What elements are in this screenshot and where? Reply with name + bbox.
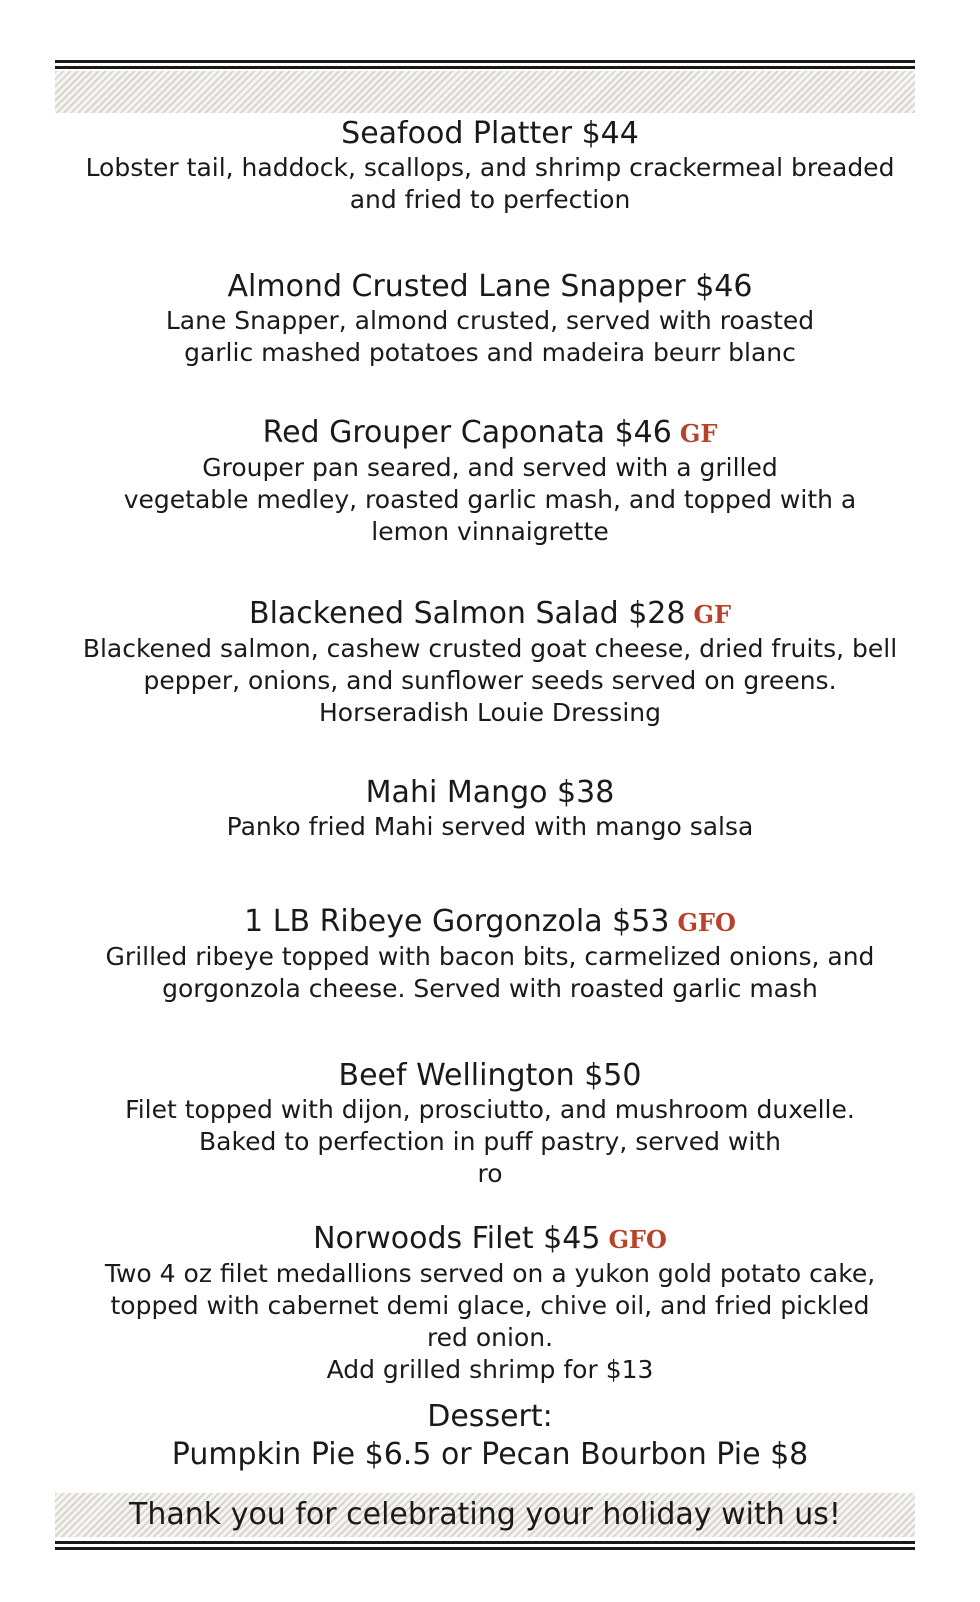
menu-item-desc: Lobster tail, haddock, scallops, and shrimp crackermeal breaded — [85, 153, 895, 182]
menu-item-desc: Lane Snapper, almond crusted, served with roasted — [165, 306, 815, 335]
menu-item-title: Mahi Mango $38 — [365, 775, 615, 810]
menu-item-desc: Grilled ribeye topped with bacon bits, carmelized onions, and — [105, 942, 875, 971]
menu-item — [0, 1058, 980, 1190]
menu-item-title: Seafood Platter $44 — [341, 116, 639, 151]
menu-item-desc: gorgonzola cheese. Served with roasted garlic mash — [162, 974, 818, 1003]
menu-item — [0, 116, 980, 216]
menu-item-title: Beef Wellington $50 — [338, 1058, 642, 1093]
menu-item-desc: and fried to perfection — [349, 185, 631, 214]
menu-item-desc: pepper, onions, and sunflower seeds served on greens. — [143, 666, 837, 695]
dessert-line: Pumpkin Pie $6.5 or Pecan Bourbon Pie $8 — [171, 1437, 809, 1472]
bottom-rule-upper — [55, 1541, 915, 1544]
bottom-rule-lower — [55, 1547, 915, 1550]
menu-item-desc: Two 4 oz filet medallions served on a yukon gold potato cake, — [104, 1259, 876, 1288]
dietary-tag: GFO — [608, 1225, 667, 1254]
dessert-section — [0, 1399, 980, 1473]
menu-item — [0, 269, 980, 369]
menu-item-desc: garlic mashed potatoes and madeira beurr blanc — [184, 338, 796, 367]
menu-item — [0, 596, 980, 729]
dessert-heading: Dessert: — [427, 1399, 553, 1434]
menu-item-title: Blackened Salmon Salad $28 GF — [248, 596, 732, 631]
menu-item — [0, 1221, 980, 1386]
menu-item-desc: Grouper pan seared, and served with a grilled — [202, 453, 778, 482]
menu-item-desc: Baked to perfection in puff pastry, served with — [199, 1127, 781, 1156]
menu-item-desc: Blackened salmon, cashew crusted goat cheese, dried fruits, bell — [82, 634, 898, 663]
menu-item — [0, 415, 980, 548]
menu-item-desc: Horseradish Louie Dressing — [319, 698, 661, 727]
menu-item-desc: Add grilled shrimp for $13 — [326, 1355, 654, 1384]
menu-item-desc: vegetable medley, roasted garlic mash, and topped with a — [123, 485, 857, 514]
menu-item-title: Red Grouper Caponata $46 GF — [262, 415, 718, 450]
menu-item — [0, 775, 980, 843]
menu-item-desc: lemon vinnaigrette — [371, 517, 609, 546]
top-rule-lower — [55, 66, 915, 69]
menu-item-title: 1 LB Ribeye Gorgonzola $53 GFO — [244, 904, 736, 939]
dietary-tag: GF — [693, 600, 732, 629]
menu-item — [0, 904, 980, 1005]
menu-item-desc: Panko fried Mahi served with mango salsa — [226, 812, 754, 841]
menu-item-desc: Filet topped with dijon, prosciutto, and mushroom duxelle. — [125, 1095, 855, 1124]
menu-item-desc: ro — [477, 1159, 503, 1188]
menu-item-desc: red onion. — [426, 1323, 554, 1352]
top-rule-upper — [55, 60, 915, 63]
dietary-tag: GF — [679, 419, 718, 448]
top-hatch-band — [55, 71, 915, 113]
menu-item-title: Almond Crusted Lane Snapper $46 — [227, 269, 753, 304]
footer-message: Thank you for celebrating your holiday with us! — [129, 1497, 841, 1532]
menu-item-title: Norwoods Filet $45 GFO — [313, 1221, 667, 1256]
dietary-tag: GFO — [677, 908, 736, 937]
menu-item-desc: topped with cabernet demi glace, chive oil, and fried pickled — [110, 1291, 870, 1320]
